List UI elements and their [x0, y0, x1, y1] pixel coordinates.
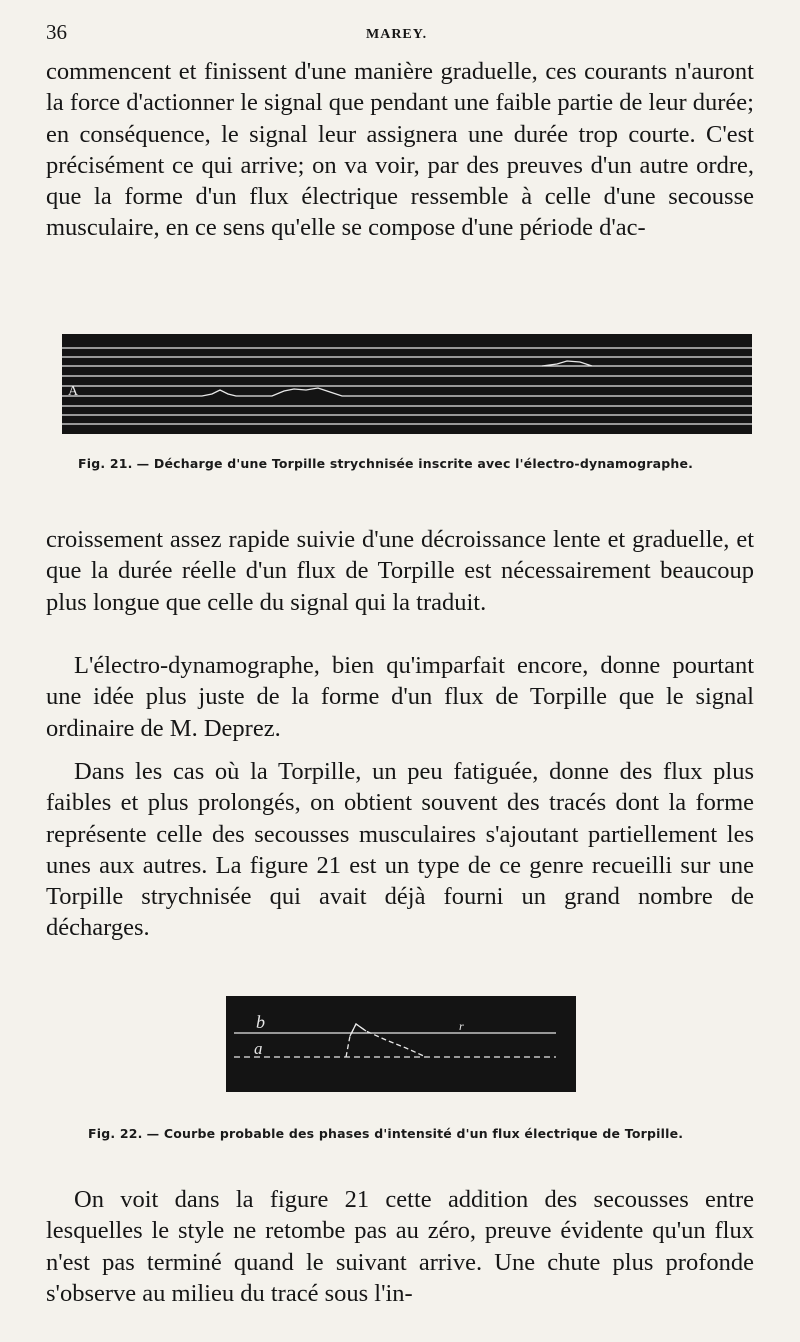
figure-22-svg — [226, 996, 576, 1092]
figure-22-curve — [226, 996, 576, 1092]
figure-21-label-a: A — [68, 384, 79, 399]
figure-21-caption — [78, 456, 693, 471]
figure-21-tracing — [62, 334, 752, 434]
figure-22-caption — [88, 1126, 683, 1141]
figure-21-upper-trace — [542, 361, 592, 366]
figure-22-label-a: a — [254, 1039, 263, 1058]
page-number: 36 — [46, 20, 67, 44]
paragraph-4: Dans les cas où la Torpille, un peu fatiguée, donne des flux plus faibles et plus prolongés, on obtient souvent des tracés dont la forme représente celle des secousses musculaires s'ajoutant partiellement les unes aux autres. La figure 21 est un type de ce genre recueilli sur une Torpille strychnisée qui avait déjà fourni un grand nombre de décharges. — [46, 758, 754, 942]
figure-21-svg — [62, 334, 752, 434]
figure-21-signal-trace — [62, 388, 752, 396]
figure-21-baselines — [62, 348, 752, 424]
paragraph-3: L'électro-dynamographe, bien qu'imparfait encore, donne pourtant une idée plus juste de la forme d'un flux de Torpille que le signal ordinaire de M. Deprez. — [46, 652, 754, 742]
figure-21-number: Fig. 21. — [78, 456, 133, 471]
running-head: MAREY. — [366, 27, 428, 42]
figure-21-caption-text: — Décharge d'une Torpille strychnisée inscrite avec l'électro-dynamographe. — [136, 456, 694, 471]
figure-22-number: Fig. 22. — [88, 1126, 143, 1141]
paragraph-2: croissement assez rapide suivie d'une décroissance lente et graduelle, et que la durée réelle d'un flux de Torpille est nécessairement beaucoup plus longue que celle du signal qui la traduit. — [46, 526, 754, 616]
figure-22-label-b: b — [256, 1012, 265, 1032]
figure-22-intensity-curve — [346, 1024, 426, 1057]
page-header — [46, 20, 754, 46]
paragraph-1: commencent et finissent d'une manière graduelle, ces courants n'auront la force d'actionner le signal que pendant une faible partie de leur durée; en conséquence, le signal leur assignera une durée trop courte. C'est précisément ce qui arrive; on va voir, par des preuves d'un autre ordre, que la forme d'un flux électrique ressemble à celle d'une secousse musculaire, en ce sens qu'elle se compose d'une période d'ac- — [46, 58, 754, 242]
paragraph-5: On voit dans la figure 21 cette addition des secousses entre lesquelles le style ne retombe pas au zéro, preuve évidente qu'un flux n'est pas terminé quand le suivant arrive. Une chute plus profonde s'observe au milieu du tracé sous l'in- — [46, 1186, 754, 1307]
figure-22-caption-text: — Courbe probable des phases d'intensité d'un flux électrique de Torpille. — [146, 1126, 684, 1141]
svg-text:r: r — [459, 1019, 464, 1033]
